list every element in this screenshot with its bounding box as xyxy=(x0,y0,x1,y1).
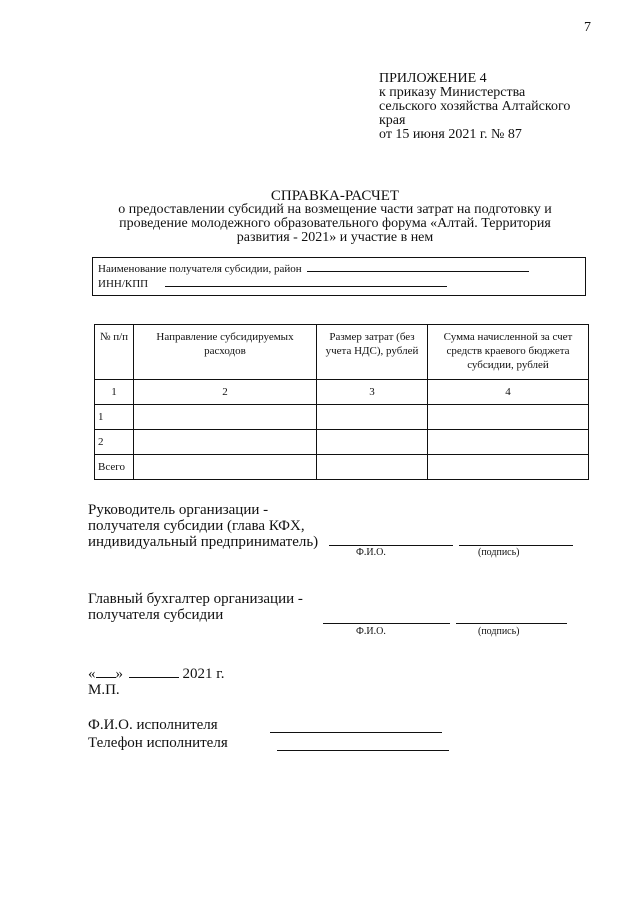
head-label-line: получателя субсидии (глава КФХ, xyxy=(88,518,305,534)
total-label-cell: Всего xyxy=(95,455,134,480)
appendix-line: к приказу Министерства xyxy=(379,85,526,100)
appendix-line: ПРИЛОЖЕНИЕ 4 xyxy=(379,71,487,86)
table-row xyxy=(95,430,589,455)
recipient-box xyxy=(92,257,586,296)
accountant-fio-caption: Ф.И.О. xyxy=(356,626,386,637)
accountant-label-line: получателя субсидии xyxy=(88,607,224,623)
document-title xyxy=(90,189,580,245)
column-number: 2 xyxy=(134,380,317,405)
date-year: 2021 г. xyxy=(182,666,225,682)
accountant-signature-line[interactable] xyxy=(456,623,567,624)
accountant-label-line: Главный бухгалтер организации - xyxy=(88,591,303,607)
calculation-table xyxy=(94,324,589,480)
column-header-costs: Размер затрат (без учета НДС), рублей xyxy=(317,325,428,380)
recipient-inn-row xyxy=(98,277,585,292)
date-quote-close: » xyxy=(115,666,123,682)
column-header-subsidy: Сумма начисленной за счет средств краевого бюджета субсидии, рублей xyxy=(428,325,589,380)
appendix-line: сельского хозяйства Алтайского xyxy=(379,99,571,114)
direction-cell[interactable] xyxy=(134,455,317,480)
executor-phone-label: Телефон исполнителя xyxy=(88,735,228,751)
title-line: развития - 2021» и участие в нем xyxy=(236,230,434,245)
appendix-line: края xyxy=(379,113,406,128)
total-row xyxy=(95,455,589,480)
costs-cell[interactable] xyxy=(317,455,428,480)
recipient-inn-label: ИНН/КПП xyxy=(98,278,149,290)
date-row xyxy=(88,666,224,683)
costs-cell[interactable] xyxy=(317,405,428,430)
recipient-name-field[interactable] xyxy=(307,262,529,272)
recipient-name-row xyxy=(98,262,585,277)
date-day-field[interactable] xyxy=(96,666,116,678)
table-row xyxy=(95,405,589,430)
appendix-header xyxy=(379,72,570,142)
executor-name-line[interactable] xyxy=(270,732,442,733)
date-quote-open: « xyxy=(88,666,96,682)
column-number: 4 xyxy=(428,380,589,405)
head-signature-line[interactable] xyxy=(459,545,573,546)
column-number: 1 xyxy=(95,380,134,405)
executor-block xyxy=(88,716,228,752)
column-header-number: № п/п xyxy=(95,325,134,380)
column-header-direction: Направление субсидируемых расходов xyxy=(134,325,317,380)
head-sign-caption: (подпись) xyxy=(478,547,520,558)
head-fio-line[interactable] xyxy=(329,545,453,546)
subsidy-cell[interactable] xyxy=(428,455,589,480)
date-month-field[interactable] xyxy=(129,666,179,678)
column-number-row xyxy=(95,380,589,405)
appendix-line: от 15 июня 2021 г. № 87 xyxy=(379,127,522,142)
accountant-sign-caption: (подпись) xyxy=(478,626,520,637)
subsidy-cell[interactable] xyxy=(428,430,589,455)
subsidy-cell[interactable] xyxy=(428,405,589,430)
recipient-name-label: Наименование получателя субсидии, район xyxy=(98,263,302,275)
head-fio-caption: Ф.И.О. xyxy=(356,547,386,558)
head-label-line: индивидуальный предприниматель) xyxy=(88,534,319,550)
costs-cell[interactable] xyxy=(317,430,428,455)
column-number: 3 xyxy=(317,380,428,405)
stamp-place: М.П. xyxy=(88,682,120,698)
title-line: проведение молодежного образовательного форума «Алтай. Территория xyxy=(119,216,551,231)
recipient-inn-field[interactable] xyxy=(165,277,447,287)
executor-name-label: Ф.И.О. исполнителя xyxy=(88,717,218,733)
head-label-line: Руководитель организации - xyxy=(88,502,269,518)
row-number-cell: 2 xyxy=(95,430,134,455)
executor-phone-line[interactable] xyxy=(277,750,449,751)
title-main: СПРАВКА-РАСЧЕТ xyxy=(270,188,400,204)
title-line: о предоставлении субсидий на возмещение части затрат на подготовку и xyxy=(118,202,552,217)
row-number-cell: 1 xyxy=(95,405,134,430)
accountant-signature-label xyxy=(88,591,303,623)
accountant-fio-line[interactable] xyxy=(323,623,450,624)
direction-cell[interactable] xyxy=(134,430,317,455)
page-number: 7 xyxy=(584,20,591,35)
head-signature-label xyxy=(88,502,318,550)
table-header-row xyxy=(95,325,589,380)
direction-cell[interactable] xyxy=(134,405,317,430)
